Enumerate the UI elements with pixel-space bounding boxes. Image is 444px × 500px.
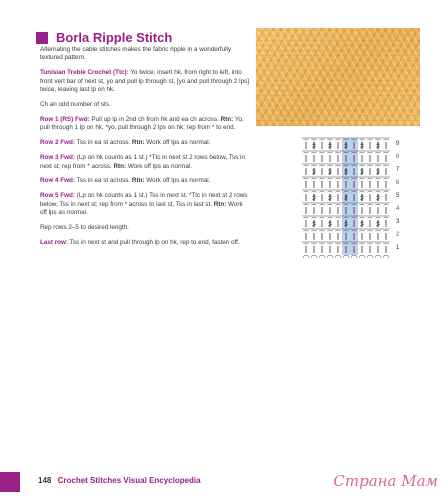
return-stitch-symbol (376, 243, 381, 244)
row1-rtn-text: Yo, pull through 1 lp on hk, *yo, pull through 2 lps on hk; rep from * to end. (40, 115, 244, 132)
chart-row-number: 4 (396, 206, 400, 212)
chart-row-number: 2 (396, 232, 400, 238)
return-stitch-symbol (368, 230, 373, 231)
return-stitch-symbol (384, 191, 389, 192)
return-stitch-symbol (320, 243, 325, 244)
row5-paragraph (40, 192, 250, 217)
row1-rtn-label: Rtn: (220, 115, 234, 123)
row3-rtn-label: Rtn: (113, 162, 127, 170)
return-stitch-symbol (376, 178, 381, 179)
page-number: 148 (38, 476, 52, 485)
return-stitch-symbol (328, 230, 333, 231)
ttc-paragraph (40, 69, 250, 94)
return-stitch-symbol (368, 139, 373, 140)
chain-paragraph (40, 101, 250, 109)
return-stitch-symbol (320, 217, 325, 218)
return-stitch-symbol (328, 152, 333, 153)
row4-rtn-text: Work off lps as normal. (146, 177, 211, 185)
return-stitch-symbol (360, 204, 365, 205)
return-stitch-symbol (312, 152, 317, 153)
return-stitch-symbol (376, 165, 381, 166)
chart-row-number: 8 (396, 154, 400, 160)
return-stitch-symbol (384, 178, 389, 179)
row5-rtn-text: Work off lps as normal. (40, 200, 243, 217)
return-stitch-symbol (312, 139, 317, 140)
return-stitch-symbol (336, 152, 341, 153)
return-stitch-symbol (328, 191, 333, 192)
row4-label: Row 4 Fwd: (40, 177, 75, 185)
return-stitch-symbol (336, 217, 341, 218)
return-stitch-symbol (312, 230, 317, 231)
return-stitch-symbol (384, 139, 389, 140)
intro-text: Alternating the cable stitches makes the fabric ripple in a wonderfully textured pattern. (40, 46, 232, 62)
return-stitch-symbol (312, 217, 317, 218)
return-stitch-symbol (384, 230, 389, 231)
chain-stitch-symbol (359, 255, 365, 258)
row5-text: (Lp on hk counts as 1 st.) Tss in next st, *Ttc in next st 2 rows below, Tss in next st; rep from * across to last st, Tss in last st. (40, 192, 248, 208)
return-stitch-symbol (320, 152, 325, 153)
row2-rtn-label: Rtn: (131, 139, 145, 147)
return-stitch-symbol (328, 139, 333, 140)
return-stitch-symbol (368, 165, 373, 166)
return-stitch-symbol (360, 230, 365, 231)
row2-label: Row 2 Fwd: (40, 139, 75, 147)
chart-row-number: 7 (396, 167, 400, 173)
chain-note: Ch an odd number of sts. (40, 101, 111, 109)
chain-stitch-symbol (351, 255, 357, 258)
return-stitch-symbol (336, 230, 341, 231)
return-stitch-symbol (320, 139, 325, 140)
footer-accent-bar (0, 472, 20, 492)
return-stitch-symbol (320, 165, 325, 166)
row4-paragraph (40, 177, 250, 185)
return-stitch-symbol (336, 139, 341, 140)
chart-row-number: 6 (396, 180, 400, 186)
return-stitch-symbol (320, 191, 325, 192)
chain-stitch-symbol (319, 255, 325, 258)
return-stitch-symbol (304, 204, 309, 205)
return-stitch-symbol (328, 178, 333, 179)
return-stitch-symbol (368, 152, 373, 153)
return-stitch-symbol (320, 204, 325, 205)
page-footer (38, 476, 201, 485)
chain-stitch-symbol (335, 255, 341, 258)
title-row (36, 30, 172, 45)
return-stitch-symbol (312, 191, 317, 192)
return-stitch-symbol (312, 178, 317, 179)
return-stitch-symbol (336, 204, 341, 205)
title-marker (36, 32, 48, 44)
return-stitch-symbol (304, 165, 309, 166)
return-stitch-symbol (328, 204, 333, 205)
return-stitch-symbol (376, 191, 381, 192)
row3-label: Row 3 Fwd: (40, 154, 75, 162)
row1-text: Pull up lp in 2nd ch from hk and ea ch across. (91, 115, 219, 123)
stitch-chart (300, 136, 398, 258)
return-stitch-symbol (384, 217, 389, 218)
return-stitch-symbol (328, 217, 333, 218)
return-stitch-symbol (360, 217, 365, 218)
book-title: Crochet Stitches Visual Encyclopedia (57, 476, 201, 485)
last-row-label: Last row: (40, 239, 68, 246)
return-stitch-symbol (304, 217, 309, 218)
chain-stitch-symbol (375, 255, 381, 258)
return-stitch-symbol (304, 243, 309, 244)
return-stitch-symbol (384, 243, 389, 244)
chart-row-number: 5 (396, 193, 400, 199)
row1-label: Row 1 (RS) Fwd: (40, 115, 90, 123)
repeat-highlight (342, 138, 358, 255)
last-row-text: Tss in next st and pull through lp on hk, rep to end, fasten off. (69, 239, 240, 246)
swatch-photo (256, 28, 420, 126)
return-stitch-symbol (376, 204, 381, 205)
return-stitch-symbol (360, 178, 365, 179)
chain-stitch-symbol (303, 255, 309, 258)
return-stitch-symbol (320, 178, 325, 179)
return-stitch-symbol (376, 217, 381, 218)
row5-rtn-label: Rtn: (213, 200, 227, 208)
return-stitch-symbol (312, 243, 317, 244)
return-stitch-symbol (384, 152, 389, 153)
chart-row-number: 9 (396, 141, 400, 147)
return-stitch-symbol (336, 178, 341, 179)
return-stitch-symbol (328, 243, 333, 244)
site-watermark: Страна Мам (333, 472, 438, 490)
intro-paragraph (40, 46, 250, 63)
chain-stitch-symbol (343, 255, 349, 258)
ttc-label: Tunisian Treble Crochet (Ttc): (40, 69, 129, 77)
row3-paragraph (40, 154, 250, 171)
return-stitch-symbol (304, 191, 309, 192)
chain-stitch-symbol (367, 255, 373, 258)
row2-rtn-text: Work off lps as normal. (146, 139, 211, 147)
row4-rtn-label: Rtn: (131, 177, 145, 185)
return-stitch-symbol (376, 230, 381, 231)
return-stitch-symbol (328, 165, 333, 166)
row2-paragraph (40, 139, 250, 147)
return-stitch-symbol (368, 204, 373, 205)
return-stitch-symbol (368, 178, 373, 179)
return-stitch-symbol (384, 204, 389, 205)
ttc-text: Yo twice, insert hk, from right to left, into front vert bar of next st, yo and pull lp through st, [yo and pull through 2 lps] twice, leaving last lp on hk. (40, 69, 249, 94)
row4-text: Tss in ea st across. (76, 177, 131, 185)
return-stitch-symbol (336, 243, 341, 244)
return-stitch-symbol (304, 178, 309, 179)
chain-stitch-symbol (327, 255, 333, 258)
row2-text: Tss in ea st across. (76, 139, 131, 147)
return-stitch-symbol (336, 165, 341, 166)
return-stitch-symbol (320, 230, 325, 231)
return-stitch-symbol (368, 191, 373, 192)
return-stitch-symbol (368, 217, 373, 218)
chart-row-number: 1 (396, 245, 400, 251)
return-stitch-symbol (368, 243, 373, 244)
repeat-paragraph (40, 224, 250, 232)
stitch-chart-diagram (300, 136, 392, 258)
row1-paragraph (40, 116, 250, 133)
chart-row-number: 3 (396, 219, 400, 225)
chain-stitch-symbol (383, 255, 389, 258)
return-stitch-symbol (376, 152, 381, 153)
return-stitch-symbol (376, 139, 381, 140)
row3-rtn-text: Work off lps as normal. (127, 162, 193, 170)
return-stitch-symbol (336, 191, 341, 192)
return-stitch-symbol (360, 165, 365, 166)
return-stitch-symbol (312, 204, 317, 205)
last-row-paragraph (40, 239, 250, 247)
return-stitch-symbol (304, 139, 309, 140)
return-stitch-symbol (384, 165, 389, 166)
page-title: Borla Ripple Stitch (56, 30, 173, 45)
instructions-column (40, 46, 250, 254)
chain-stitch-symbol (311, 255, 317, 258)
return-stitch-symbol (304, 230, 309, 231)
return-stitch-symbol (304, 152, 309, 153)
repeat-note: Rep rows 2–5 to desired length. (40, 224, 129, 232)
return-stitch-symbol (360, 243, 365, 244)
return-stitch-symbol (312, 165, 317, 166)
row5-label: Row 5 Fwd: (40, 192, 75, 200)
return-stitch-symbol (360, 139, 365, 140)
return-stitch-symbol (360, 152, 365, 153)
row3-text: (Lp on hk counts as 1 st.) *Ttc in next st 2 rows below, Tss in next st; rep from * across. (40, 154, 245, 170)
return-stitch-symbol (360, 191, 365, 192)
